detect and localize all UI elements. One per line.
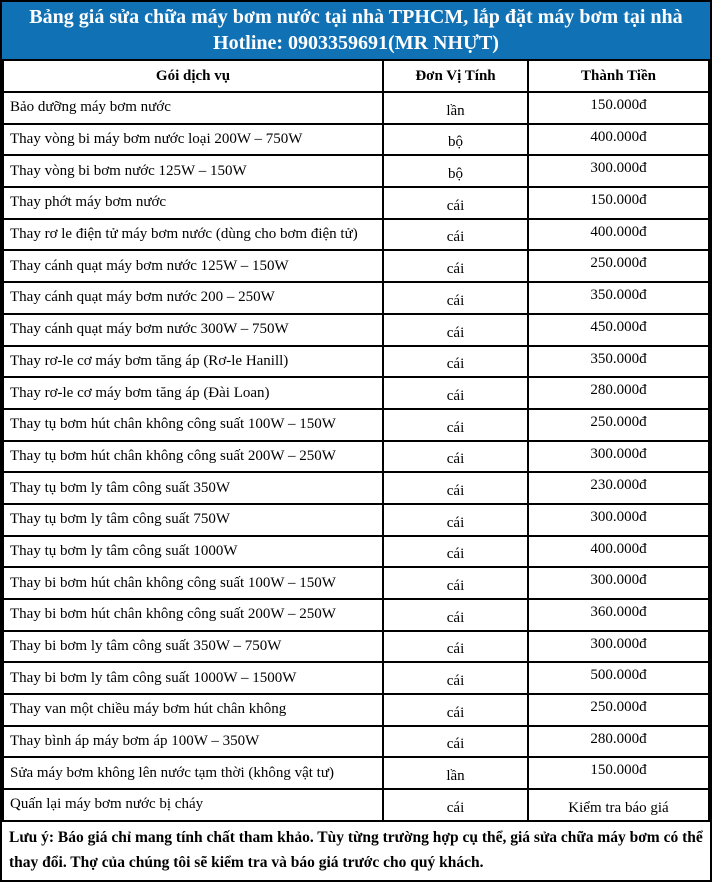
unit-cell: cái [383,694,528,726]
service-cell: Thay phớt máy bơm nước [3,187,383,219]
table-row [3,789,709,821]
service-cell: Thay rơ le điện tử máy bơm nước (dùng cho bơm điện tử) [3,219,383,251]
title-banner [2,2,710,59]
price-cell: 300.000đ [528,155,709,187]
table-row [3,282,709,314]
unit-cell: cái [383,314,528,346]
unit-cell: cái [383,536,528,568]
price-cell: 150.000đ [528,757,709,789]
price-cell: 150.000đ [528,187,709,219]
service-cell: Bảo dưỡng máy bơm nước [3,92,383,124]
unit-cell: cái [383,726,528,758]
price-cell: 400.000đ [528,219,709,251]
column-header-unit: Đơn Vị Tính [383,60,528,92]
service-cell: Thay tụ bơm ly tâm công suất 350W [3,472,383,504]
unit-cell: cái [383,187,528,219]
table-row [3,472,709,504]
unit-cell: cái [383,441,528,473]
price-cell: 280.000đ [528,377,709,409]
price-cell: 350.000đ [528,282,709,314]
table-row [3,250,709,282]
service-cell: Thay vòng bi bơm nước 125W – 150W [3,155,383,187]
price-cell: 360.000đ [528,599,709,631]
table-row [3,441,709,473]
table-row [3,92,709,124]
price-cell: 500.000đ [528,662,709,694]
service-cell: Thay rơ-le cơ máy bơm tăng áp (Đài Loan) [3,377,383,409]
table-row [3,187,709,219]
price-cell: 400.000đ [528,536,709,568]
price-cell: 250.000đ [528,250,709,282]
unit-cell: lần [383,757,528,789]
service-cell: Thay cánh quạt máy bơm nước 300W – 750W [3,314,383,346]
service-cell: Thay rơ-le cơ máy bơm tăng áp (Rơ-le Hanill) [3,346,383,378]
unit-cell: cái [383,504,528,536]
table-row [3,346,709,378]
unit-cell: cái [383,346,528,378]
service-cell: Thay bi bơm hút chân không công suất 100W – 150W [3,567,383,599]
table-row [3,599,709,631]
price-cell: 250.000đ [528,409,709,441]
table-row [3,124,709,156]
unit-cell: bộ [383,124,528,156]
service-cell: Thay vòng bi máy bơm nước loại 200W – 750W [3,124,383,156]
unit-cell: cái [383,250,528,282]
service-cell: Sửa máy bơm không lên nước tạm thời (không vật tư) [3,757,383,789]
price-table-body [3,92,709,821]
service-cell: Thay cánh quạt máy bơm nước 125W – 150W [3,250,383,282]
title-line: Bảng giá sửa chữa máy bơm nước tại nhà TPHCM, lắp đặt máy bơm tại nhà [29,6,683,28]
unit-cell: lần [383,92,528,124]
service-cell: Thay tụ bơm hút chân không công suất 100W – 150W [3,409,383,441]
unit-cell: cái [383,377,528,409]
price-cell: 250.000đ [528,694,709,726]
unit-cell: cái [383,662,528,694]
table-row [3,409,709,441]
table-row [3,662,709,694]
price-cell: 400.000đ [528,124,709,156]
unit-cell: cái [383,409,528,441]
service-cell: Thay bi bơm ly tâm công suất 1000W – 1500W [3,662,383,694]
price-cell: 300.000đ [528,441,709,473]
unit-cell: cái [383,472,528,504]
service-cell: Thay bình áp máy bơm áp 100W – 350W [3,726,383,758]
service-cell: Thay tụ bơm ly tâm công suất 750W [3,504,383,536]
hotline-line: Hotline: 0903359691(MR NHỰT) [213,32,499,54]
table-row [3,726,709,758]
unit-cell: bộ [383,155,528,187]
table-row [3,536,709,568]
table-row [3,219,709,251]
table-row [3,694,709,726]
service-cell: Thay tụ bơm hút chân không công suất 200W – 250W [3,441,383,473]
table-row [3,757,709,789]
price-cell: 450.000đ [528,314,709,346]
table-row [3,631,709,663]
price-table [2,59,710,822]
price-cell: 350.000đ [528,346,709,378]
service-cell: Thay tụ bơm ly tâm công suất 1000W [3,536,383,568]
unit-cell: cái [383,599,528,631]
service-cell: Thay bi bơm hút chân không công suất 200W – 250W [3,599,383,631]
unit-cell: cái [383,567,528,599]
column-header-price: Thành Tiền [528,60,709,92]
price-cell: Kiểm tra báo giá [528,789,709,821]
table-header-row [3,60,709,92]
price-cell: 300.000đ [528,631,709,663]
unit-cell: cái [383,631,528,663]
unit-cell: cái [383,219,528,251]
column-header-service: Gói dịch vụ [3,60,383,92]
unit-cell: cái [383,282,528,314]
table-row [3,314,709,346]
price-cell: 280.000đ [528,726,709,758]
price-cell: 230.000đ [528,472,709,504]
footer-note: Lưu ý: Báo giá chỉ mang tính chất tham khảo. Tùy từng trường hợp cụ thể, giá sửa chữa máy bơm có thể thay đổi. Thợ của chúng tôi sẽ kiểm tra và báo giá trước cho quý khách. [9,828,703,871]
table-row [3,504,709,536]
unit-cell: cái [383,789,528,821]
price-cell: 300.000đ [528,504,709,536]
table-row [3,155,709,187]
table-row [3,567,709,599]
price-cell: 300.000đ [528,567,709,599]
table-row [3,377,709,409]
service-cell: Quấn lại máy bơm nước bị cháy [3,789,383,821]
service-cell: Thay cánh quạt máy bơm nước 200 – 250W [3,282,383,314]
price-cell: 150.000đ [528,92,709,124]
service-cell: Thay bi bơm ly tâm công suất 350W – 750W [3,631,383,663]
service-cell: Thay van một chiều máy bơm hút chân không [3,694,383,726]
